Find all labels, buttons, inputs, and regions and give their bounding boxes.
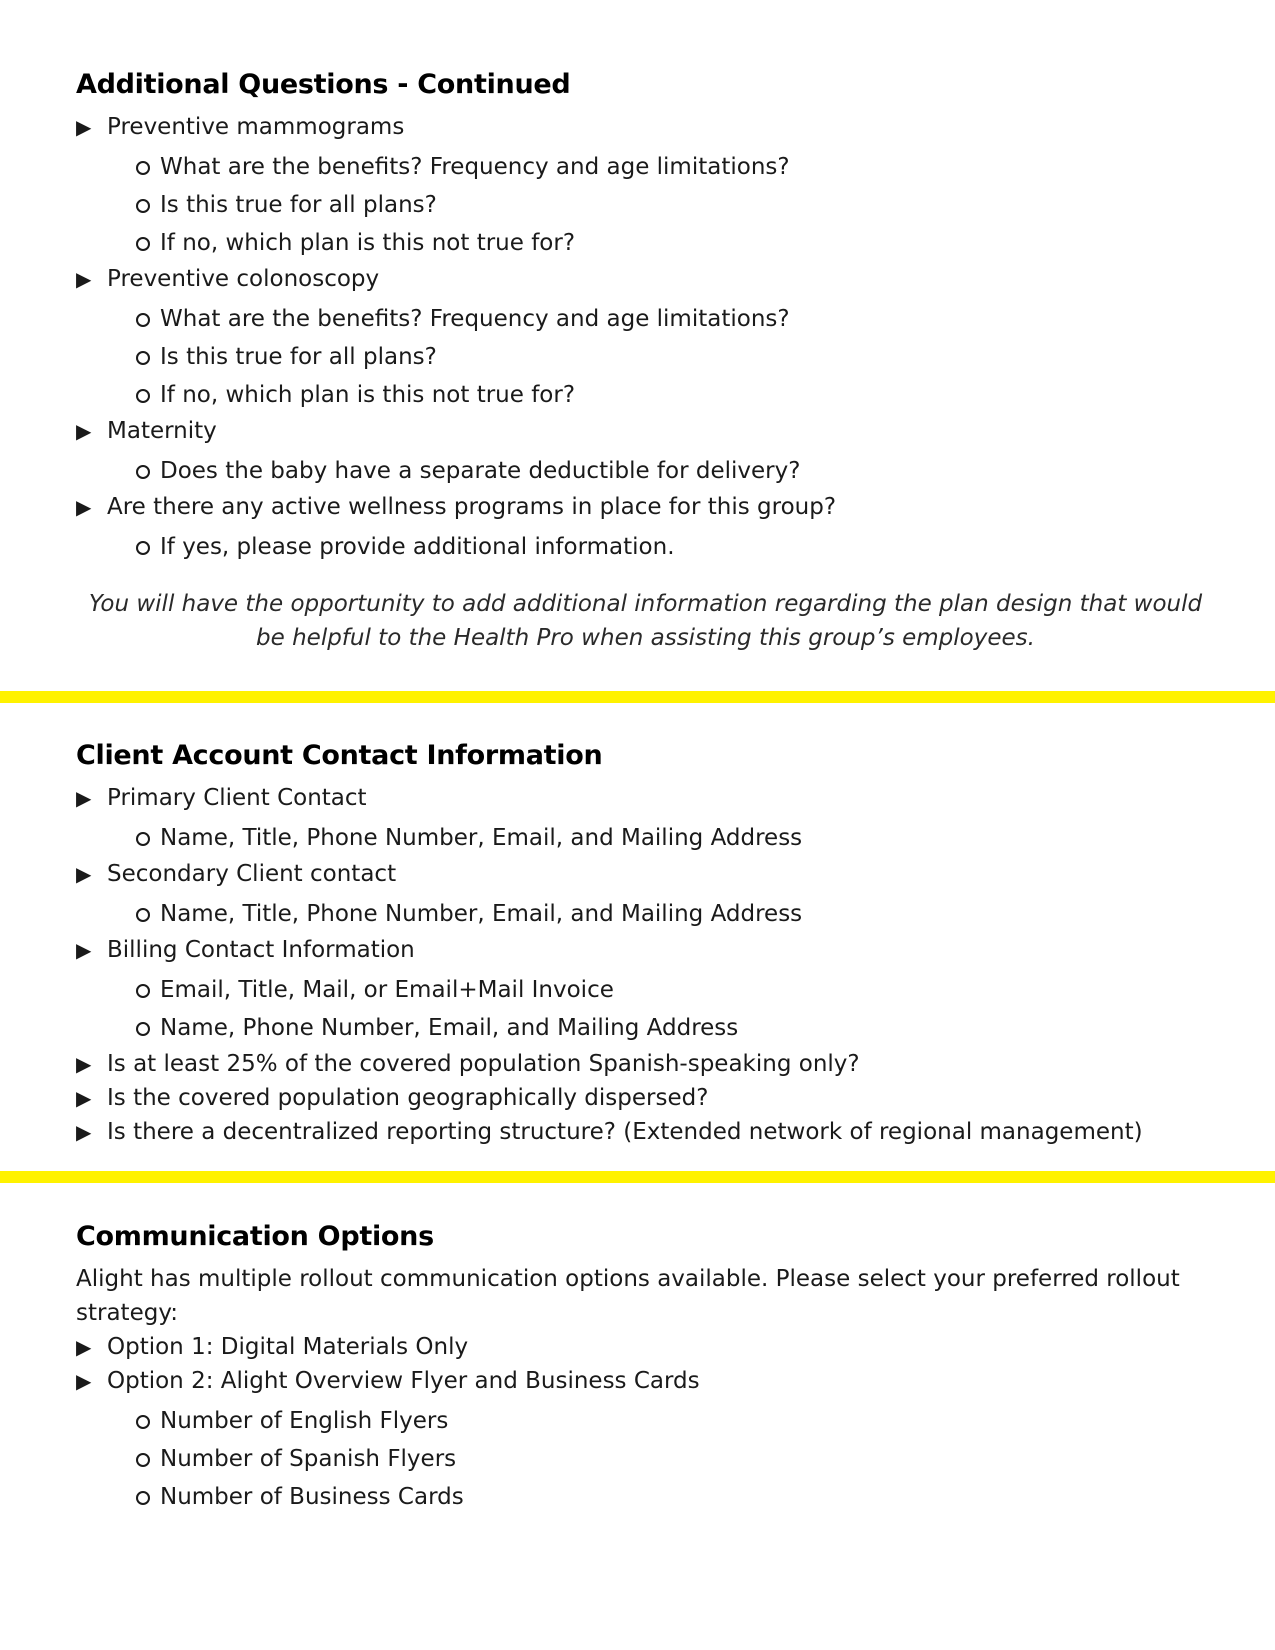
sub-list: [107, 1402, 1215, 1516]
list-item: [76, 781, 1215, 857]
sub-list-item-label: If yes, please provide additional information.: [160, 534, 675, 560]
list-item: [76, 933, 1215, 1047]
list-item-label: Preventive colonoscopy: [107, 266, 380, 292]
sub-list: [107, 971, 1215, 1047]
sub-list: [107, 819, 1215, 857]
list-item: [76, 490, 1215, 566]
list-item-label: Option 2: Alight Overview Flyer and Business Cards: [107, 1368, 700, 1394]
circle-bullet-icon: [136, 908, 150, 922]
sub-list-item-label: Does the baby have a separate deductible for delivery?: [160, 458, 801, 484]
circle-bullet-icon: [136, 465, 150, 479]
circle-bullet-icon: [136, 984, 150, 998]
triangle-bullet-icon: ▶: [76, 115, 92, 139]
list-item-label: Preventive mammograms: [107, 114, 405, 140]
sub-list-item-label: What are the benefits? Frequency and age limitations?: [160, 154, 790, 180]
list-item-label: Option 1: Digital Materials Only: [107, 1334, 469, 1360]
circle-bullet-icon: [136, 351, 150, 365]
sub-list-item: [134, 1009, 1215, 1047]
circle-bullet-icon: [136, 313, 150, 327]
sub-list-item: [134, 895, 1215, 933]
triangle-bullet-icon: ▶: [76, 786, 92, 810]
yellow-divider: [0, 691, 1275, 703]
triangle-bullet-icon: ▶: [76, 495, 92, 519]
sub-list-item: [134, 819, 1215, 857]
sub-list-item-label: Is this true for all plans?: [160, 192, 437, 218]
section-client-contact: [76, 739, 1215, 1149]
list-item-label: Are there any active wellness programs in place for this group?: [107, 494, 837, 520]
list-item: [76, 110, 1215, 262]
list-item: [76, 1047, 1215, 1081]
sub-list-item-label: Name, Title, Phone Number, Email, and Mailing Address: [160, 825, 803, 851]
sub-list-item: [134, 186, 1215, 224]
triangle-bullet-icon: ▶: [76, 1052, 92, 1076]
sub-list-item-label: Name, Title, Phone Number, Email, and Mailing Address: [160, 901, 803, 927]
sub-list-item-label: If no, which plan is this not true for?: [160, 382, 576, 408]
circle-bullet-icon: [136, 832, 150, 846]
sub-list: [107, 300, 1215, 414]
list-item-label: Is there a decentralized reporting structure? (Extended network of regional management): [107, 1119, 1143, 1145]
sub-list-item-label: Email, Title, Mail, or Email+Mail Invoice: [160, 977, 614, 1003]
sub-list: [107, 528, 1215, 566]
sub-list-item: [134, 1478, 1215, 1516]
list-item-label: Is the covered population geographically dispersed?: [107, 1085, 709, 1111]
sub-list-item-label: Number of English Flyers: [160, 1408, 449, 1434]
list-item-label: Billing Contact Information: [107, 937, 415, 963]
sub-list-item-label: Is this true for all plans?: [160, 344, 437, 370]
circle-bullet-icon: [136, 1415, 150, 1429]
intro-text: Alight has multiple rollout communication options available. Please select your preferred rollout strategy:: [76, 1266, 1180, 1326]
sub-list: [107, 452, 1215, 490]
sub-list-item: [134, 452, 1215, 490]
circle-bullet-icon: [136, 1453, 150, 1467]
section-heading: Communication Options: [76, 1221, 434, 1252]
list-item-label: Secondary Client contact: [107, 861, 397, 887]
triangle-bullet-icon: ▶: [76, 1335, 92, 1359]
triangle-bullet-icon: ▶: [76, 1369, 92, 1393]
list-item-label: Primary Client Contact: [107, 785, 367, 811]
sub-list: [107, 895, 1215, 933]
circle-bullet-icon: [136, 1022, 150, 1036]
sub-list-item-label: Name, Phone Number, Email, and Mailing Address: [160, 1015, 739, 1041]
list-item-label: Is at least 25% of the covered population Spanish-speaking only?: [107, 1051, 860, 1077]
list-item: [76, 1364, 1215, 1516]
list-item: [76, 262, 1215, 414]
circle-bullet-icon: [136, 541, 150, 555]
bullet-list: [76, 781, 1215, 1149]
section-heading: Additional Questions - Continued: [76, 69, 571, 100]
sub-list-item: [134, 224, 1215, 262]
triangle-bullet-icon: ▶: [76, 938, 92, 962]
circle-bullet-icon: [136, 389, 150, 403]
section-heading: Client Account Contact Information: [76, 740, 603, 771]
list-item: [76, 414, 1215, 490]
sub-list-item: [134, 376, 1215, 414]
sub-list-item: [134, 1402, 1215, 1440]
circle-bullet-icon: [136, 237, 150, 251]
sub-list-item-label: Number of Business Cards: [160, 1484, 464, 1510]
circle-bullet-icon: [136, 161, 150, 175]
sub-list-item-label: What are the benefits? Frequency and age limitations?: [160, 306, 790, 332]
triangle-bullet-icon: ▶: [76, 1120, 92, 1144]
list-item: [76, 1081, 1215, 1115]
circle-bullet-icon: [136, 199, 150, 213]
triangle-bullet-icon: ▶: [76, 267, 92, 291]
list-item: [76, 1115, 1215, 1149]
section-communication-options: [76, 1220, 1215, 1516]
sub-list-item: [134, 338, 1215, 376]
circle-bullet-icon: [136, 1491, 150, 1505]
bullet-list: [76, 1330, 1215, 1516]
list-item-label: Maternity: [107, 418, 217, 444]
sub-list-item: [134, 1440, 1215, 1478]
list-item: [76, 857, 1215, 933]
triangle-bullet-icon: ▶: [76, 419, 92, 443]
yellow-divider: [0, 1171, 1275, 1183]
italic-note: You will have the opportunity to add additional information regarding the plan design that would be helpful to the Health Pro when assisting this group’s employees.: [88, 591, 1203, 651]
triangle-bullet-icon: ▶: [76, 1086, 92, 1110]
sub-list-item: [134, 300, 1215, 338]
sub-list-item: [134, 148, 1215, 186]
sub-list-item-label: Number of Spanish Flyers: [160, 1446, 457, 1472]
triangle-bullet-icon: ▶: [76, 862, 92, 886]
section-additional-questions: [76, 68, 1215, 566]
sub-list: [107, 148, 1215, 262]
bullet-list: [76, 110, 1215, 566]
sub-list-item: [134, 971, 1215, 1009]
sub-list-item-label: If no, which plan is this not true for?: [160, 230, 576, 256]
sub-list-item: [134, 528, 1215, 566]
list-item: [76, 1330, 1215, 1364]
